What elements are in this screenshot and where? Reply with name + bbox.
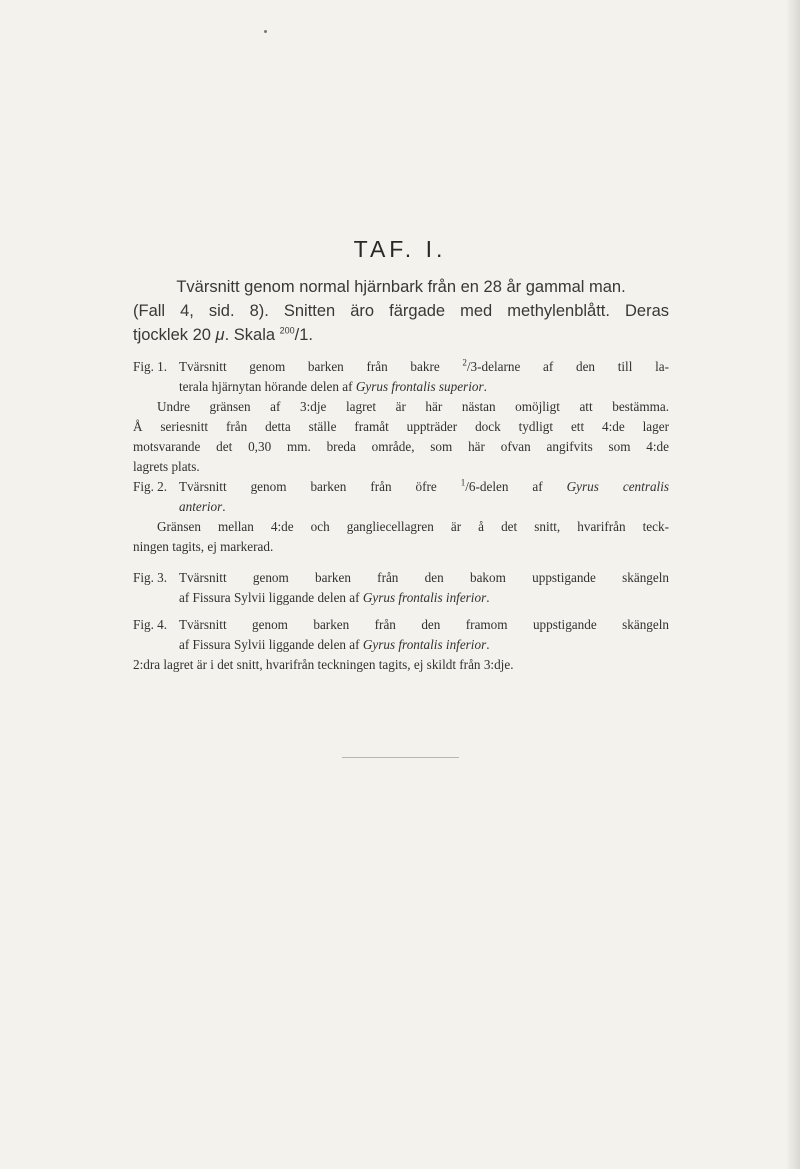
figure-4-gyrus-name: Gyrus frontalis inferior (362, 637, 487, 652)
figure-4-text-a: af Fissura Sylvii liggande delen af (179, 637, 363, 652)
figure-4-caption (133, 615, 669, 675)
figure-4-line-1: Tvärsnitt genom barken från den framom uppstigande skängeln (179, 617, 669, 632)
figure-3-text-a: af Fissura Sylvii liggande delen af (179, 590, 363, 605)
figure-4-label: Fig. 4. (133, 617, 168, 632)
figure-1-note-line-2: Å seriesnitt från detta ställe framåt uppträder dock tydligt ett 4:de lager (133, 419, 669, 434)
ink-speck (264, 30, 267, 33)
mu-symbol: μ (215, 326, 225, 344)
intro-line-3 (133, 323, 669, 347)
plate-title: TAF. I. (353, 236, 447, 262)
figure-1-text-a: Tvärsnitt genom barken från bakre (179, 359, 463, 374)
figure-3-line-2 (133, 588, 669, 608)
figure-2-note-line-1: Gränsen mellan 4:de och gangliecellagren är å det snitt, hvarifrån teck- (157, 519, 669, 534)
figure-2-label: Fig. 2. (133, 479, 168, 494)
figure-3-label: Fig. 3. (133, 570, 168, 585)
scale-numerator: 200 (279, 325, 295, 336)
figure-1-note-line-4: lagrets plats. (133, 459, 200, 474)
figure-2-row-1 (133, 477, 669, 497)
figure-1-label: Fig. 1. (133, 359, 168, 374)
intro-paragraph (133, 275, 669, 347)
figure-3-gyrus-name: Gyrus frontalis inferior (362, 590, 487, 605)
figure-2-line-2 (133, 497, 669, 517)
figure-1-row-1 (133, 357, 669, 377)
figure-2-line-1 (179, 477, 669, 497)
figure-1-period: . (483, 379, 487, 394)
figure-3-line-1: Tvärsnitt genom barken från den bakom uppstigande skängeln (179, 570, 669, 585)
intro-line-1: Tvärsnitt genom normal hjärnbark från en 28 år gammal man. (176, 278, 626, 296)
figure-1-line-1 (179, 357, 669, 377)
figure-1-gyrus-name: Gyrus frontalis superior (355, 379, 484, 394)
figure-2-text-a: Tvärsnitt genom barken från öfre (179, 479, 461, 494)
scale-denominator: /1. (294, 326, 314, 344)
thickness-text: tjocklek 20 (133, 326, 216, 344)
figure-1-caption (133, 357, 669, 477)
figure-2-fraction-numerator: 1 (460, 477, 466, 488)
scale-text: . Skala (224, 326, 280, 344)
figure-2-period: . (222, 499, 226, 514)
figure-4-period: . (486, 637, 490, 652)
figure-1-note-line-3: motsvarande det 0,30 mm. breda område, som här ofvan angifvits som 4:de (133, 439, 669, 454)
figure-2-note-line-2: ningen tagits, ej markerad. (133, 539, 274, 554)
figure-1-line-2 (133, 377, 669, 397)
figure-2-gyrus-name: Gyrus centralis (566, 479, 670, 494)
figure-1-text-b: /3-delarne af den till la- (466, 359, 669, 374)
figure-2-caption (133, 477, 669, 557)
closing-rule (342, 757, 459, 758)
figure-4-row-1 (133, 615, 669, 635)
figure-1-fraction-numerator: 2 (462, 357, 467, 368)
figure-2-text-b: /6-delen af (465, 479, 567, 494)
figure-4-note-line-1: 2:dra lagret är i det snitt, hvarifrån teckningen tagits, ej skildt från 3:dje. (133, 657, 514, 672)
figure-3-row-1 (133, 568, 669, 588)
figure-1-text-c: terala hjärnytan hörande delen af (179, 379, 356, 394)
figure-4-line-2 (133, 635, 669, 655)
figure-2-gyrus-name-cont: anterior (179, 499, 223, 514)
figure-1-note-line-1: Undre gränsen af 3:dje lagret är här nästan omöjligt att bestämma. (157, 399, 669, 414)
intro-line-2: (Fall 4, sid. 8). Snitten äro färgade med methylenblått. Deras (133, 302, 669, 320)
page-edge-shadow (786, 0, 800, 1169)
figure-3-caption (133, 568, 669, 608)
figure-3-period: . (486, 590, 490, 605)
